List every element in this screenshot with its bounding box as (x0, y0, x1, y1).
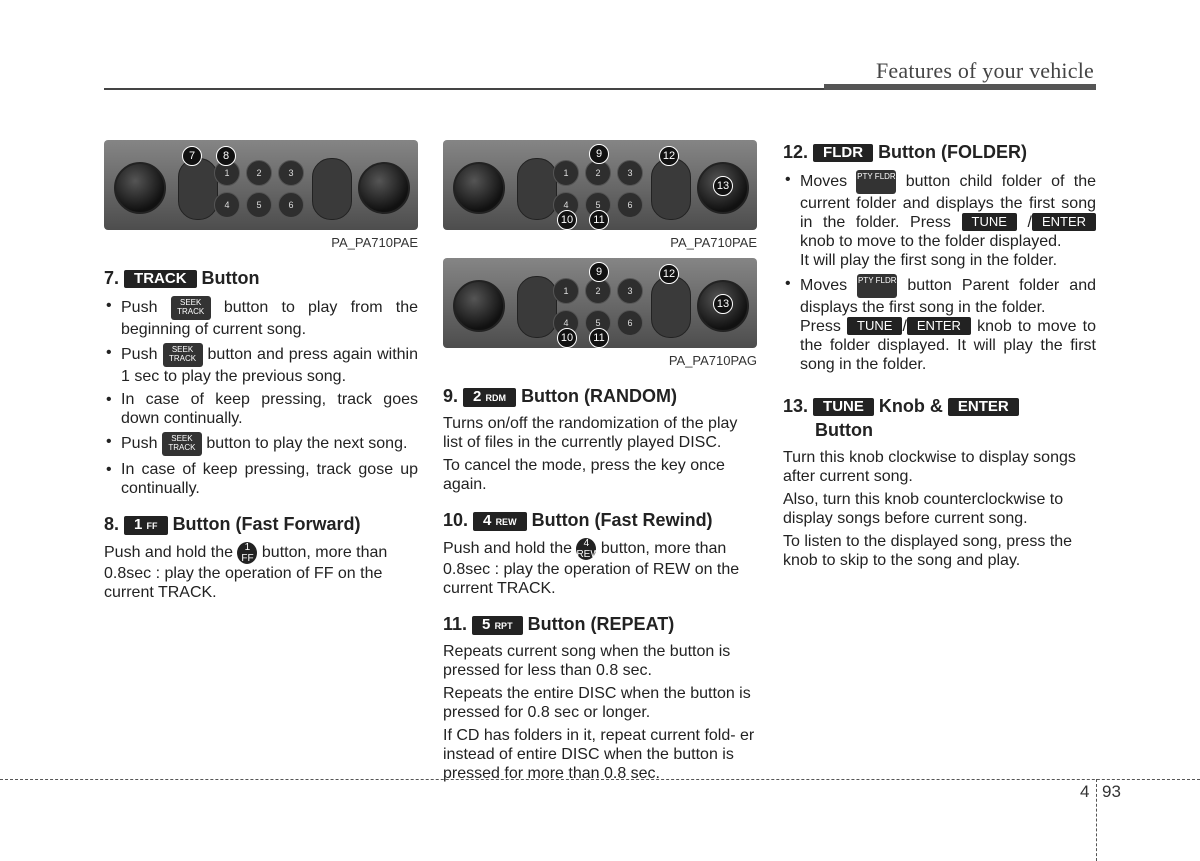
key-6-icon: 6 (278, 192, 304, 218)
section-7-heading: 7. TRACK Button (104, 268, 260, 288)
figure-caption: PA_PA710PAG (668, 353, 757, 368)
chapter-number: 4 (1080, 782, 1090, 801)
seek-track-icon: SEEK TRACK (163, 343, 203, 367)
marker-8: 8 (216, 146, 236, 166)
section-13-heading: 13. TUNE Knob & ENTER Button (783, 394, 1096, 442)
key-3-icon: 3 (617, 160, 643, 186)
pty-fldr-key-icon (312, 158, 352, 220)
section-7-list (104, 296, 418, 498)
enter-badge: ENTER (948, 398, 1019, 416)
seek-track-icon: SEEK TRACK (171, 296, 211, 320)
power-knob-icon (114, 162, 166, 214)
marker-10: 10 (557, 328, 577, 348)
footer-rule (0, 779, 1200, 780)
column-1 (104, 140, 418, 606)
fldr-key-icon (651, 276, 691, 338)
section-13-text: To listen to the displayed song, press the knob to skip to the song and play. (783, 533, 1073, 569)
marker-10: 10 (557, 210, 577, 230)
section-11-text: If CD has folders in it, repeat current fold- er instead of entire DISC when the button is pressed for more than 0.8 sec. (443, 727, 755, 782)
enter-badge: ENTER (1032, 213, 1096, 231)
key-3-icon: 3 (278, 160, 304, 186)
section-9-heading: 9. 2 RDM Button (RANDOM) (443, 386, 678, 406)
tune-badge: TUNE (962, 213, 1017, 231)
pty-fldr-icon: PTY FLDR (856, 170, 896, 194)
rpt-badge: 5 RPT (472, 616, 523, 635)
page-number: 93 (1102, 782, 1121, 801)
marker-9: 9 (589, 262, 609, 282)
list-item: • Moves PTY FLDR button child folder of the current folder and displays the first song in the folder. Press TUNE / ENTER knob to move to the folder displayed. It will play the first song in the folder. (783, 170, 1096, 270)
track-badge: TRACK (124, 270, 197, 288)
fldr-badge: FLDR (813, 144, 873, 162)
column-2 (443, 140, 757, 787)
header-rule (104, 88, 824, 90)
key-3-icon: 3 (617, 278, 643, 304)
tune-badge: TUNE (813, 398, 874, 416)
footer-divider (1096, 779, 1097, 861)
key-6-icon: 6 (617, 310, 643, 336)
tune-badge: TUNE (847, 317, 902, 335)
marker-13: 13 (713, 294, 733, 314)
section-12-heading: 12. FLDR Button (FOLDER) (783, 142, 1028, 162)
figure-caption: PA_PA710PAE (670, 235, 757, 250)
volume-knob-icon (453, 280, 505, 332)
list-item: • Push SEEK TRACK button to play the next song. (104, 432, 418, 456)
column-3 (783, 140, 1096, 574)
section-10-heading: 10. 4 REW Button (Fast Rewind) (443, 510, 713, 530)
list-item: • In case of keep pressing, track goes down continually. (104, 390, 418, 428)
key-5-icon: 5 (585, 310, 611, 336)
seek-track-key-icon (517, 276, 557, 338)
marker-9: 9 (589, 144, 609, 164)
section-9-text: To cancel the mode, press the key once again. (443, 457, 725, 493)
key-4-icon: 4 (553, 192, 579, 218)
section-10-text: Push and hold the 4 REW button, more than 0.8sec : play the operation of REW on the current TRACK. (443, 538, 740, 597)
section-13-text: Turn this knob clockwise to display songs after current song. (783, 449, 1076, 485)
list-item: • Moves PTY FLDR button Parent folder and displays the first song in the folder. Press TUNE / ENTER knob to move to the folder displayed. It will play the first song in the folder. (783, 274, 1096, 374)
rew-badge: 4 REW (473, 512, 527, 531)
pty-fldr-icon: PTY FLDR (857, 274, 897, 298)
key-5-icon: 5 (585, 192, 611, 218)
key-1-icon: 1 (553, 160, 579, 186)
power-knob-icon (453, 162, 505, 214)
seek-track-key-icon (517, 158, 557, 220)
rew-key-icon: 4 REW (576, 538, 600, 560)
section-11-heading: 11. 5 RPT Button (REPEAT) (443, 614, 675, 634)
key-5-icon: 5 (246, 192, 272, 218)
page-header-title: Features of your vehicle (875, 58, 1094, 83)
section-8-heading: 8. 1 FF Button (Fast Forward) (104, 514, 361, 534)
radio-figure-3 (443, 258, 757, 348)
list-item: • Push SEEK TRACK button and press again within 1 sec to play the previous song. (104, 343, 418, 386)
rdm-badge: 2 RDM (463, 388, 516, 407)
key-4-icon: 4 (553, 310, 579, 336)
marker-11: 11 (589, 210, 609, 230)
key-2-icon: 2 (246, 160, 272, 186)
radio-figure-1 (104, 140, 418, 230)
section-9-text: Turns on/off the randomization of the play list of files in the currently played DISC. (443, 415, 738, 451)
key-4-icon: 4 (214, 192, 240, 218)
section-11-text: Repeats current song when the button is pressed for less than 0.8 sec. (443, 643, 731, 679)
figure-caption: PA_PA710PAE (331, 235, 418, 250)
key-1-icon: 1 (214, 160, 240, 186)
header-rule-thick (824, 84, 1096, 90)
ff-badge: 1 FF (124, 516, 168, 535)
key-2-icon: 2 (585, 278, 611, 304)
enter-badge: ENTER (907, 317, 971, 335)
marker-11: 11 (589, 328, 609, 348)
section-11-text: Repeats the entire DISC when the button is pressed for 0.8 sec or longer. (443, 685, 751, 721)
ff-key-icon: 1 FF (237, 542, 257, 564)
section-13-text: Also, turn this knob counterclockwise to display songs before current song. (783, 491, 1064, 527)
key-2-icon: 2 (585, 160, 611, 186)
seek-track-icon: SEEK TRACK (162, 432, 202, 456)
seek-track-key-icon (178, 158, 218, 220)
list-item: • In case of keep pressing, track gose up continually. (104, 460, 418, 498)
list-item: • Push SEEK TRACK button to play from the beginning of current song. (104, 296, 418, 339)
tune-knob-icon (358, 162, 410, 214)
marker-12: 12 (659, 264, 679, 284)
marker-13: 13 (713, 176, 733, 196)
marker-12: 12 (659, 146, 679, 166)
radio-figure-2 (443, 140, 757, 230)
pty-fldr-key-icon (651, 158, 691, 220)
key-1-icon: 1 (553, 278, 579, 304)
marker-7: 7 (182, 146, 202, 166)
key-6-icon: 6 (617, 192, 643, 218)
section-8-text: Push and hold the 1 FF button, more than 0.8sec : play the operation of FF on the current TRACK. (104, 542, 388, 601)
section-12-list (783, 170, 1096, 374)
